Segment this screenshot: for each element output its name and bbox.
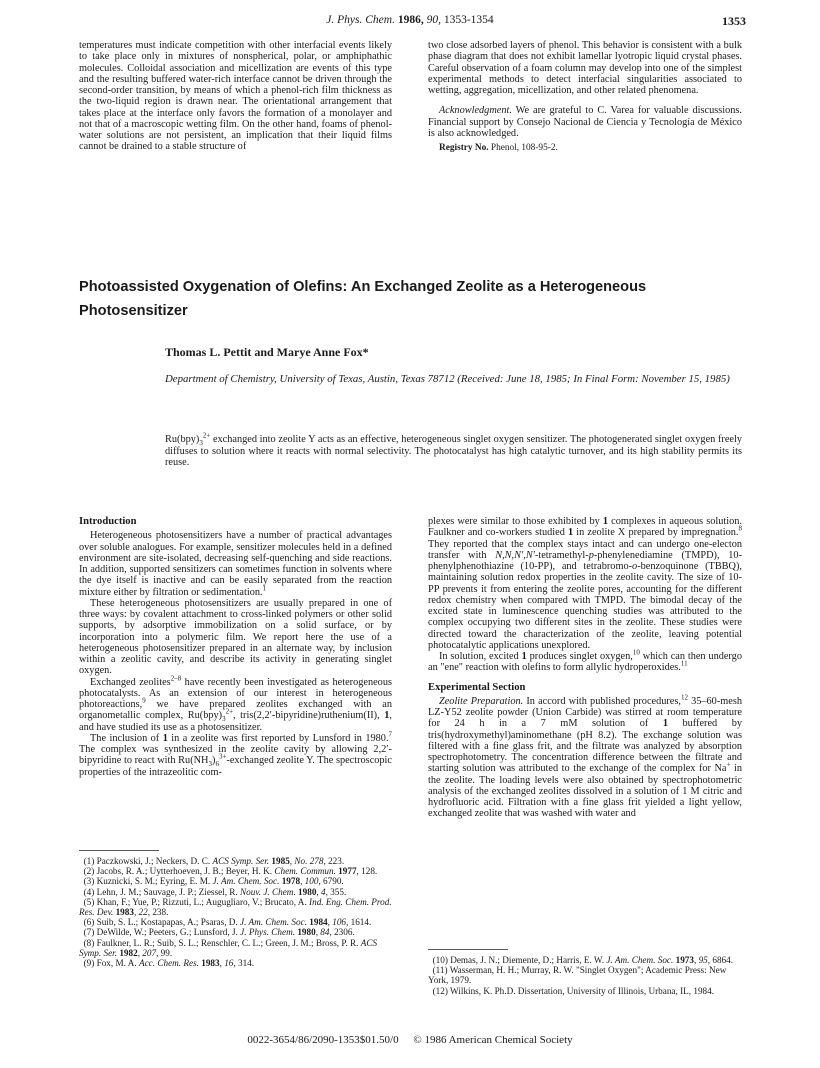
reference-11: (11) Wasserman, H. H.; Murray, R. W. "Singlet Oxygen"; Academic Press: New York, 1979.	[428, 965, 727, 986]
reference-8: (8) Faulkner, L. R.; Suib, S. L.; Renschler, C. L.; Green, J. M.; Bross, P. R. ACS Symp. Ser. 1982, 207, 99.	[79, 937, 378, 958]
footer-copyright: © 1986 American Chemical Society	[413, 1034, 573, 1046]
reference-4: (4) Lehn, J. M.; Sauvage, J. P.; Ziessel, R. Nouv. J. Chem. 1980, 4, 355.	[79, 886, 347, 897]
ack-text: We are grateful to C. Varea for valuable discussions. Financial support by Consejo Nacional de Ciencia y Tecnología de México is also acknowledged.	[428, 105, 742, 139]
reference-10: (10) Demas, J. N.; Diemente, D.; Harris, E. W. J. Am. Chem. Soc. 1973, 95, 6864.	[428, 955, 734, 965]
body-left-column	[79, 516, 392, 778]
abstract-formula-sub: 3	[199, 439, 203, 448]
reference-6: (6) Suib, S. L.; Kostapapas, A.; Psaras, D. J. Am. Chem. Soc. 1984, 106, 1614.	[79, 917, 372, 928]
abstract-text: exchanged into zeolite Y acts as an effective, heterogeneous singlet oxygen sensitizer. The photogenerated singlet oxygen freely diffuses to solution where it reacts with normal selectivity. The photocatalyst has high catalytic turnover, and its high stability permits its reuse.	[165, 434, 742, 469]
journal-volume: 90,	[426, 14, 441, 26]
journal-year: 1986,	[397, 14, 424, 26]
zeolite-prep-label: Zeolite Preparation.	[439, 695, 524, 707]
page-footer	[0, 1034, 820, 1046]
reference-1: (1) Paczkowski, J.; Neckers, D. C. ACS Symp. Ser. 1985, No. 278, 223.	[79, 856, 345, 866]
reference-2: (2) Jacobs, R. A.; Uytterhoeven, J. B.; Beyer, H. K. Chem. Commun. 1977, 128.	[79, 866, 378, 877]
footnote-rule-right	[428, 949, 508, 950]
reference-5: (5) Khan, F.; Yue, P.; Rizzuti, L.; Augugliaro, V.; Brucato, A. Ind. Eng. Chem. Prod. Res. Dev. 1983, 22, 238.	[79, 896, 392, 918]
reference-9: (9) Fox, M. A. Acc. Chem. Res. 1983, 16, 314.	[79, 958, 255, 969]
author-affiliation: Department of Chemistry, University of Texas, Austin, Texas 78712 (Received: June 18, 1985; In Final Form: November 15, 1985)	[165, 373, 730, 385]
running-header	[0, 14, 820, 34]
acknowledgment	[428, 105, 742, 139]
reference-12: (12) Wilkins, K. Ph.D. Dissertation, University of Illinois, Urbana, IL, 1984.	[428, 985, 715, 996]
reference-7: (7) DeWilde, W.; Peeters, G.; Lunsford, J. J. Phys. Chem. 1980, 84, 2306.	[79, 927, 355, 938]
abstract-formula-sup: 2+	[202, 431, 211, 440]
intro-paragraph-4: The inclusion of 1 in a zeolite was first reported by Lunsford in 1980.$^7$ The complex was synthesized in the zeolite cavity by allowing 2,2′-bipyridine to react with $Ru(NH_3)_6^{3+}$-exchanged zeolite Y. The spectroscopic properties of the intrazeolitic com-	[79, 730, 393, 778]
intro-paragraph-6: In solution, excited 1 produces singlet oxygen,$^{10}$ which can then undergo an "ene" reaction with olefins to form allylic hydroperoxides.$^{11}$	[428, 648, 742, 674]
journal-citation	[0, 14, 820, 26]
intro-paragraph-1: Heterogeneous photosensitizers have a number of practical advantages over soluble analogues. For example, sensitizer molecules held in a defined environment are site-isolated, decreasing self-quenching and side reactions. In addition, supported sensitizers can sometimes function in solvents where the dye itself is inactive and can be easily separated from the reaction mixture either by filtration or sedimentation.$^1$	[79, 530, 392, 598]
registry-text: Phenol, 108-95-2.	[490, 143, 558, 153]
intro-paragraph-2: These heterogeneous photosensitizers are usually prepared in one of three ways: by covalent attachment to cross-linked polymers or other solid supports, by adsorptive immobilization on a solid surface, or by incorporation into a polymeric film. We report here the use of a heterogeneous photosensitizer prepared in an alternate way, by inclusion within a zeolitic cavity, and describe its activity in generating singlet oxygen.	[79, 597, 392, 677]
prev-article-left-column	[79, 40, 392, 153]
registry-numbers	[428, 143, 742, 154]
prev-article-text-left: temperatures must indicate competition with other interfacial events likely to take place only in mixtures of nonspherical, polar, or amphiphathic molecules. Colloidal association and micellization are events of this type and the resulting buffered water-rich interface cannot be driven through the second-order transition, by means of which a phenol-rich film thickness as the two-liquid region is drawn near. The orientational arrangement that takes place at the interface only favors the formation of a monolayer and not that of a macroscopic wetting film. On the other hand, foams of phenol-water solutions are not persistent, an implication that their liquid films cannot be drained to a stable structure of	[79, 40, 392, 153]
references-left	[79, 856, 392, 968]
intro-heading: Introduction	[79, 516, 137, 527]
journal-pages: 1353-1354	[443, 14, 494, 26]
experimental-paragraph-1: Zeolite Preparation. In accord with published procedures,$^{12}$ 35–60-mesh LZ-Y52 zeolite powder (Union Carbide) was stirred at room temperature for 24 h in a 7 mM solution of 1 buffered by tris(hydroxymethyl)aminomethane (pH 8.2). The exchange solution was filtered with a fine glass frit, and the filtrate was analyzed by absorption spectrophotometry. The concentration difference between the filtrate and starting solution was attributed to the exchange of the complex for Na+ in the zeolite. The loading levels were also obtained by spectrophotometric analysis of the exchanged zeolites dissolved in a solution of 1 M citric and hydrofluoric acid. Filtration with a fine glass frit yielded a light yellow, exchanged zeolite that was washed with water and	[428, 693, 742, 820]
abstract	[165, 431, 742, 469]
journal-name: J. Phys. Chem.	[326, 14, 395, 26]
prev-article-text-right: two close adsorbed layers of phenol. This behavior is consistent with a bulk phase diagram that does not exhibit lamellar lyotropic liquid crystal phases. Careful observation of a foam column may develop into one of the simplest experimental methods to detect interfacial singularities associated to wetting, aggregation, micellization, and other related phenomena.	[428, 40, 742, 96]
reference-3: (3) Kuznicki, S. M.; Eyring, E. M. J. Am. Chem. Soc. 1978, 100, 6790.	[79, 876, 344, 887]
intro-paragraph-3: Exchanged zeolites$^{2-8}$ have recently been investigated as heterogeneous photocatalysts. As an extension of our interest in heterogeneous photoreactions,$^9$ we have prepared zeolites exchanged with an organometallic complex, $Ru(bpy)_3^{2+}$, tris(2,2′-bipyridine)ruthenium(II), 1, and have studied its use as a photosensitizer.	[79, 674, 392, 733]
references-right	[428, 955, 742, 996]
registry-label: Registry No.	[439, 143, 489, 153]
body-right-column	[428, 516, 742, 820]
footnote-rule-left	[79, 850, 159, 851]
experimental-heading: Experimental Section	[428, 681, 526, 693]
article-title: Photoassisted Oxygenation of Olefins: An Exchanged Zeolite as a Heterogeneous Photosensitizer	[79, 279, 647, 319]
abstract-formula: Ru(bpy)	[165, 434, 200, 445]
prev-article-right-column	[428, 40, 742, 154]
footer-code: 0022-3654/86/2090-1353$01.50/0	[247, 1034, 399, 1046]
intro-paragraph-5: plexes were similar to those exhibited by 1 complexes in aqueous solution. Faulkner and co-workers studied 1 in zeolite X prepared by impregnation.$^8$ They reported that the complex stays intact and can undergo one-electon transfer with N,N,N′,N′-tetramethyl-p-phenylenediamine (TMPD), 10-phenylphenothiazine (10-PP), and tetrabromo-o-benzoquinone (TBBQ), maintaining solution redox properties in the zeolite cavity. The size of 10-PP prevents it from entering the zeolite pores, accounting for the different redox chemistry when compared with TMPD. The bimodal decay of the excited state in luminescence quenching studies was attributed to the complex occupying two different sites in the zeolite. These studies were directed toward the characterization of the zeolite, leaving potential photocatalytic applications unexplored.	[428, 516, 742, 651]
article-authors: Thomas L. Pettit and Marye Anne Fox*	[165, 345, 369, 359]
ack-label: Acknowledgment.	[439, 105, 512, 117]
page-number: 1353	[722, 14, 746, 28]
